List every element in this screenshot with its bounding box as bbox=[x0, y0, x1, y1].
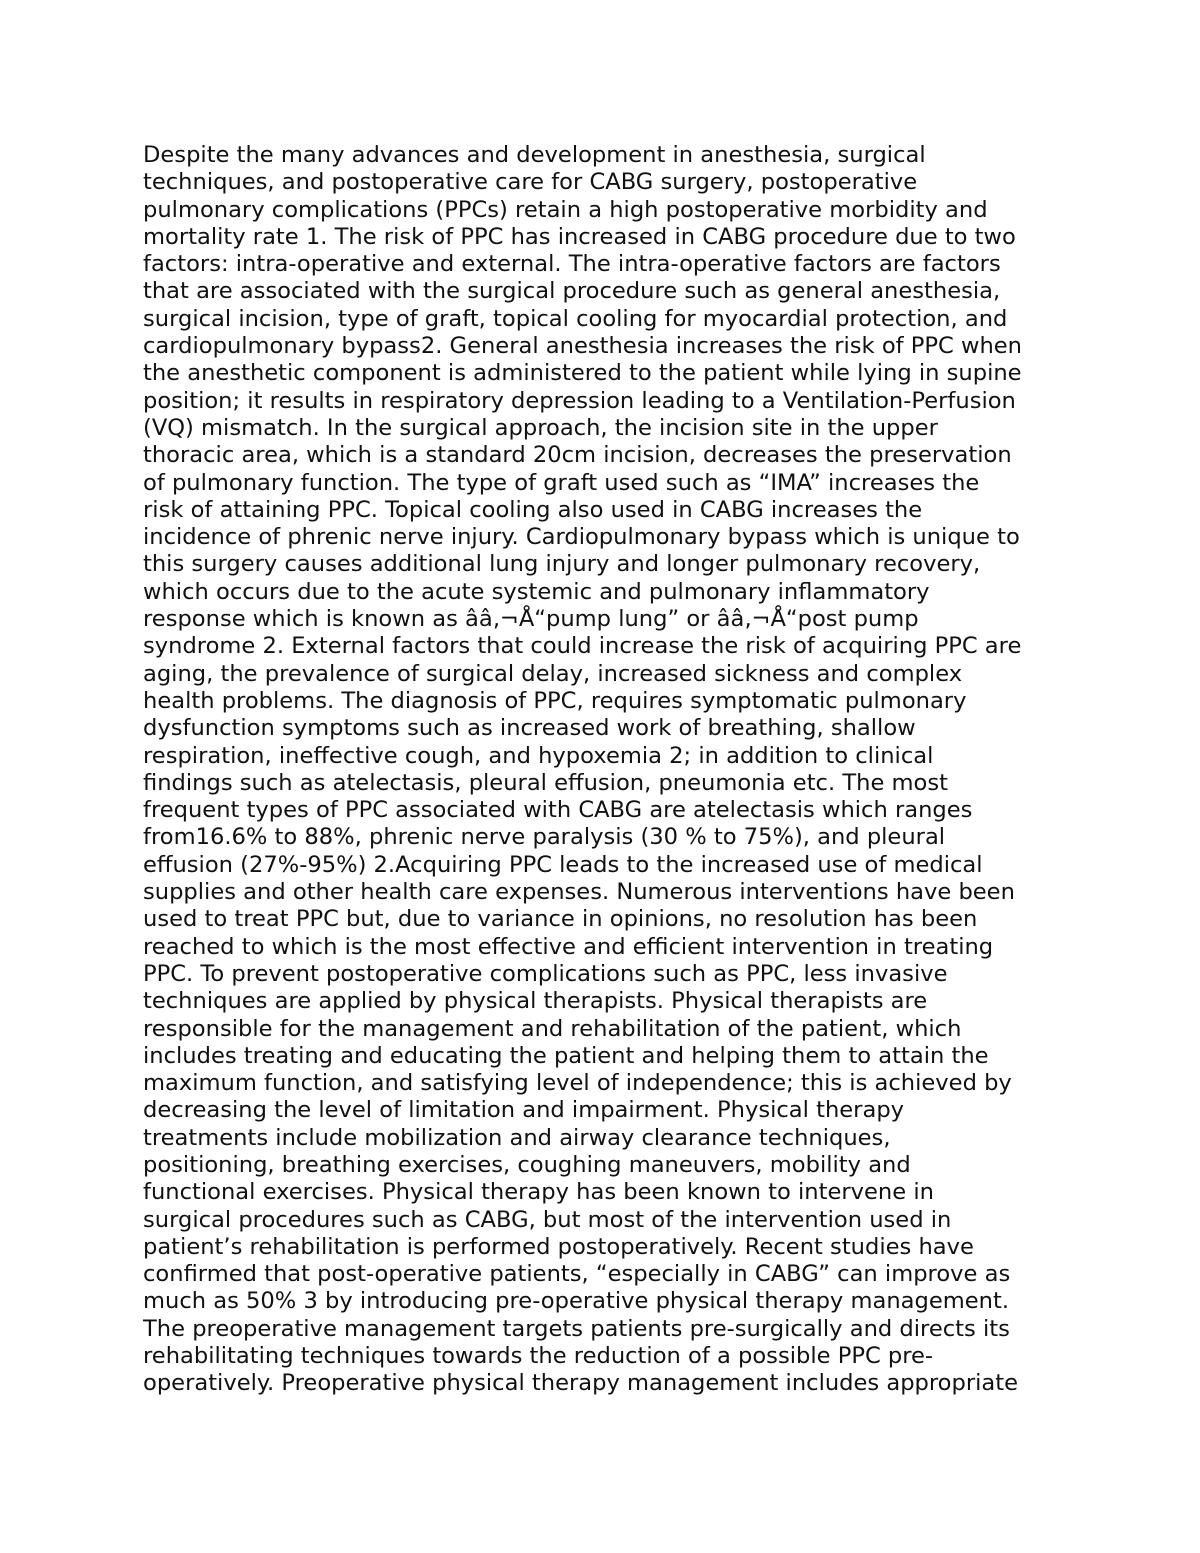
paragraph-line: response which is known as ââ‚¬Å“pump lung” or ââ‚¬Å“post pump bbox=[143, 606, 919, 633]
paragraph-line: the anesthetic component is administered to the patient while lying in supine bbox=[143, 360, 1022, 387]
paragraph-line: factors: intra-operative and external. The intra-operative factors are factors bbox=[143, 251, 1001, 278]
body-paragraph bbox=[143, 142, 1073, 1398]
paragraph-line: syndrome 2. External factors that could increase the risk of acquiring PPC are bbox=[143, 633, 1022, 660]
paragraph-line: surgical procedures such as CABG, but most of the intervention used in bbox=[143, 1206, 952, 1233]
paragraph-line: this surgery causes additional lung injury and longer pulmonary recovery, bbox=[143, 551, 981, 578]
paragraph-line: pulmonary complications (PPCs) retain a high postoperative morbidity and bbox=[143, 196, 988, 223]
paragraph-line: much as 50% 3 by introducing pre-operative physical therapy management. bbox=[143, 1288, 1010, 1315]
paragraph-line: from16.6% to 88%, phrenic nerve paralysis (30 % to 75%), and pleural bbox=[143, 824, 946, 851]
paragraph-line: frequent types of PPC associated with CABG are atelectasis which ranges bbox=[143, 797, 973, 824]
paragraph-line: responsible for the management and rehabilitation of the patient, which bbox=[143, 1015, 962, 1042]
paragraph-line: functional exercises. Physical therapy has been known to intervene in bbox=[143, 1179, 934, 1206]
paragraph-line: (VQ) mismatch. In the surgical approach, the incision site in the upper bbox=[143, 414, 938, 441]
paragraph-line: patient’s rehabilitation is performed postoperatively. Recent studies have bbox=[143, 1233, 974, 1260]
paragraph-line: The preoperative management targets patients pre-surgically and directs its bbox=[143, 1315, 1010, 1342]
paragraph-line: PPC. To prevent postoperative complications such as PPC, less invasive bbox=[143, 960, 948, 987]
paragraph-line: supplies and other health care expenses. Numerous interventions have been bbox=[143, 879, 1015, 906]
paragraph-line: used to treat PPC but, due to variance in opinions, no resolution has been bbox=[143, 906, 978, 933]
paragraph-line: dysfunction symptoms such as increased work of breathing, shallow bbox=[143, 715, 916, 742]
paragraph-line: health problems. The diagnosis of PPC, requires symptomatic pulmonary bbox=[143, 687, 967, 714]
paragraph-line: confirmed that post-operative patients, “especially in CABG” can improve as bbox=[143, 1261, 1011, 1288]
paragraph-line: mortality rate 1. The risk of PPC has increased in CABG procedure due to two bbox=[143, 223, 1016, 250]
paragraph-line: surgical incision, type of graft, topical cooling for myocardial protection, and bbox=[143, 305, 1008, 332]
paragraph-line: position; it results in respiratory depression leading to a Ventilation-Perfusion bbox=[143, 387, 1016, 414]
paragraph-line: positioning, breathing exercises, coughing maneuvers, mobility and bbox=[143, 1151, 911, 1178]
paragraph-line: cardiopulmonary bypass2. General anesthesia increases the risk of PPC when bbox=[143, 333, 1023, 360]
paragraph-line: includes treating and educating the patient and helping them to attain the bbox=[143, 1042, 989, 1069]
paragraph-line: operatively. Preoperative physical therapy management includes appropriate bbox=[143, 1370, 1019, 1397]
paragraph-line: that are associated with the surgical procedure such as general anesthesia, bbox=[143, 278, 1001, 305]
paragraph-line: decreasing the level of limitation and impairment. Physical therapy bbox=[143, 1097, 905, 1124]
paragraph-line: Despite the many advances and development in anesthesia, surgical bbox=[143, 142, 926, 168]
paragraph-line: findings such as atelectasis, pleural effusion, pneumonia etc. The most bbox=[143, 769, 949, 796]
paragraph-line: respiration, ineffective cough, and hypoxemia 2; in addition to clinical bbox=[143, 742, 934, 769]
paragraph-line: thoracic area, which is a standard 20cm incision, decreases the preservation bbox=[143, 442, 1012, 469]
paragraph-line: effusion (27%-95%) 2.Acquiring PPC leads to the increased use of medical bbox=[143, 851, 983, 878]
paragraph-line: techniques are applied by physical therapists. Physical therapists are bbox=[143, 988, 928, 1015]
paragraph-line: aging, the prevalence of surgical delay, increased sickness and complex bbox=[143, 660, 963, 687]
paragraph-line: incidence of phrenic nerve injury. Cardiopulmonary bypass which is unique to bbox=[143, 524, 1020, 551]
paragraph-line: of pulmonary function. The type of graft used such as “IMA” increases the bbox=[143, 469, 980, 496]
paragraph-line: maximum function, and satisfying level of independence; this is achieved by bbox=[143, 1070, 1012, 1097]
paragraph-line: techniques, and postoperative care for CABG surgery, postoperative bbox=[143, 169, 918, 196]
paragraph-line: treatments include mobilization and airway clearance techniques, bbox=[143, 1124, 891, 1151]
paragraph-line: which occurs due to the acute systemic and pulmonary inflammatory bbox=[143, 578, 930, 605]
paragraph-line: risk of attaining PPC. Topical cooling also used in CABG increases the bbox=[143, 496, 923, 523]
paragraph-line: reached to which is the most effective and efficient intervention in treating bbox=[143, 933, 994, 960]
paragraph-line: rehabilitating techniques towards the reduction of a possible PPC pre- bbox=[143, 1343, 934, 1370]
